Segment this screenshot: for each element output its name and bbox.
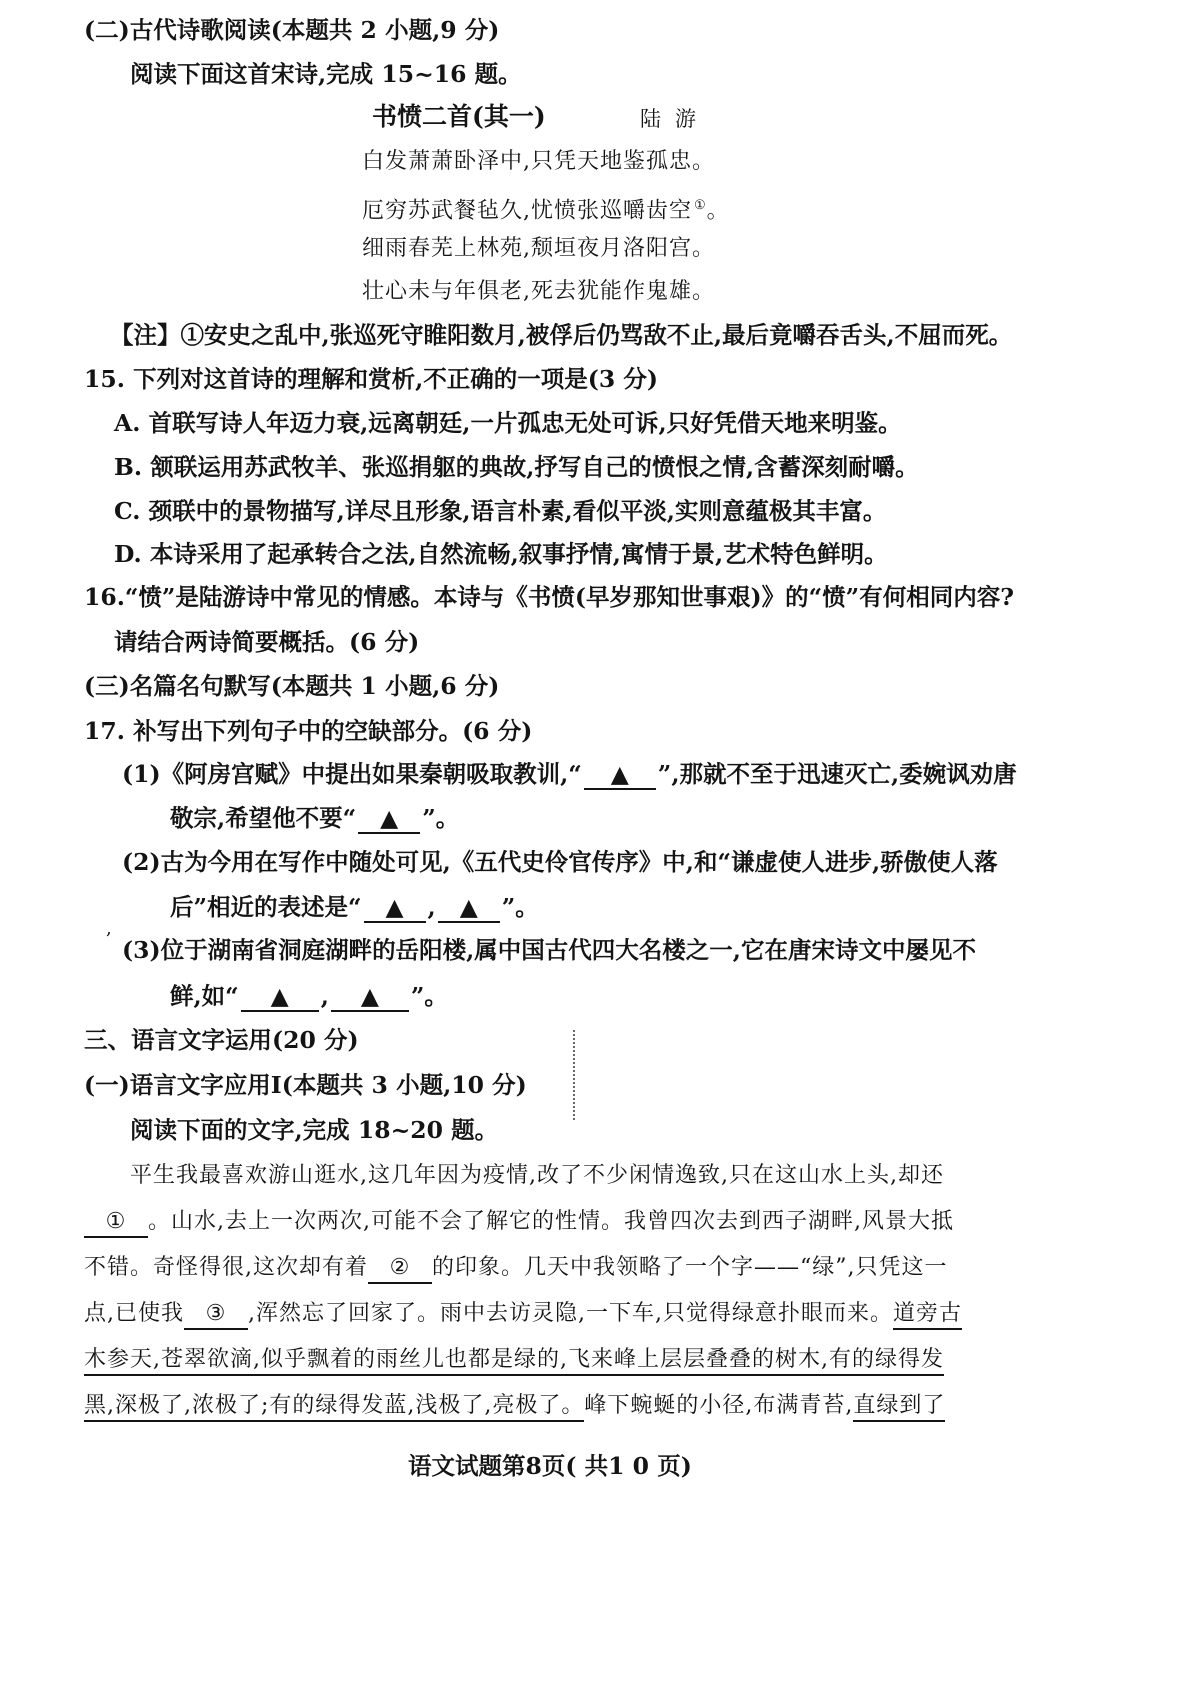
passage-line-3-text-a: 不错。奇怪得很,这次却有着 [84, 1255, 368, 1280]
q17-2-sep: , [427, 893, 436, 921]
q17-item-3-cont [170, 980, 448, 1012]
poem-note: 【注】①安史之乱中,张巡死守睢阳数月,被俘后仍骂敌不止,最后竟嚼吞舌头,不屈而死。 [110, 321, 1013, 349]
passage-line-3 [84, 1252, 948, 1284]
passage-line-4-text-b: ,浑然忘了回家了。雨中去访灵隐,一下车,只觉得绿意扑眼而来。 [248, 1301, 893, 1326]
passage-blank-2[interactable]: ② [368, 1254, 432, 1284]
q17-1-text-b: ”,那就不至于迅速灭亡,委婉讽劝唐 [657, 760, 1017, 788]
q17-2-text-b: 后”相近的表述是“ [170, 893, 362, 921]
part-3-instruction: 阅读下面的文字,完成 18~20 题。 [130, 1116, 499, 1144]
poem-line-3: 细雨春芜上林苑,颓垣夜月洛阳宫。 [362, 236, 715, 261]
answer-blank[interactable]: ▲ [584, 760, 656, 790]
poem-line-1: 白发萧萧卧泽中,只凭天地鉴孤忠。 [362, 149, 715, 174]
q17-item-1-cont [170, 802, 459, 834]
q17-3-text-b: 鲜,如“ [170, 982, 239, 1010]
answer-blank[interactable]: ▲ [331, 982, 409, 1012]
passage-blank-1[interactable]: ① [84, 1208, 148, 1238]
answer-blank[interactable]: ▲ [364, 893, 426, 923]
answer-blank[interactable]: ▲ [241, 982, 319, 1012]
poem-title: 书愤二首(其一) [372, 102, 546, 131]
q15-option-a: A. 首联写诗人年迈力衰,远离朝廷,一片孤忠无处可诉,只好凭借天地来明鉴。 [114, 409, 902, 437]
answer-blank[interactable]: ▲ [438, 893, 500, 923]
q15-option-d: D. 本诗采用了起承转合之法,自然流畅,叙事抒情,寓情于景,艺术特色鲜明。 [114, 540, 888, 568]
q15-option-b: B. 颔联运用苏武牧羊、张巡捐躯的典故,抒写自己的愤恨之情,含蓄深刻耐嚼。 [114, 453, 919, 481]
q17-item-3: (3)位于湖南省洞庭湖畔的岳阳楼,属中国古代四大名楼之一,它在唐宋诗文中屡见不 [122, 936, 976, 964]
passage-line-2 [84, 1206, 954, 1238]
answer-blank[interactable]: ▲ [358, 804, 420, 834]
underlined-text: 木参天,苍翠欲滴,似乎飘着的雨丝儿也都是绿的,飞来峰上层层叠叠的树木,有的绿得发 [84, 1347, 944, 1376]
q15-option-c: C. 颈联中的景物描写,详尽且形象,语言朴素,看似平淡,实则意蕴极其丰富。 [114, 497, 887, 525]
footnote-marker: ① [694, 198, 707, 213]
passage-line-2-text: 。山水,去上一次两次,可能不会了解它的性情。我曾四次去到西子湖畔,风景大抵 [148, 1209, 954, 1234]
q15-stem: 15. 下列对这首诗的理解和赏析,不正确的一项是(3 分) [84, 365, 659, 393]
q17-1-text-c: 敬宗,希望他不要“ [170, 804, 357, 832]
poem-line-2: 厄穷苏武餐毡久,忧愤张巡嚼齿空 ①。 [362, 198, 730, 224]
section-2-heading: (二)古代诗歌阅读(本题共 2 小题,9 分) [84, 16, 500, 44]
q17-1-text-d: ”。 [422, 804, 460, 832]
q17-item-2-cont [170, 891, 539, 923]
q17-2-text-c: ”。 [501, 893, 539, 921]
poem-line-4: 壮心未与年俱老,死去犹能作鬼雄。 [362, 279, 715, 304]
q17-stem: 17. 补写出下列句子中的空缺部分。(6 分) [84, 717, 533, 745]
passage-line-6 [84, 1390, 945, 1422]
q16-line-2: 请结合两诗简要概括。(6 分) [114, 628, 420, 656]
q16-line-1: 16.“愤”是陆游诗中常见的情感。本诗与《书愤(早岁那知世事艰)》的“愤”有何相同内容? [84, 583, 1014, 611]
q17-3-text-c: ”。 [410, 982, 448, 1010]
part-3-subheading: (一)语言文字应用Ⅰ(本题共 3 小题,10 分) [84, 1071, 527, 1099]
scan-mark: , [106, 918, 112, 939]
underlined-text: 道旁古 [893, 1301, 962, 1330]
passage-blank-3[interactable]: ③ [184, 1300, 248, 1330]
q17-3-sep: , [320, 982, 329, 1010]
part-3-heading: 三、语言文字运用(20 分) [84, 1026, 359, 1054]
passage-line-1: 平生我最喜欢游山逛水,这几年因为疫情,改了不少闲情逸致,只在这山水上头,却还 [130, 1163, 944, 1188]
page-footer: 语文试题第8页( 共1 0 页) [408, 1452, 692, 1480]
underlined-text: 直绿到了 [853, 1393, 945, 1422]
section-3-heading: (三)名篇名句默写(本题共 1 小题,6 分) [84, 672, 500, 700]
passage-line-3-text-b: 的印象。几天中我领略了一个字——“绿”,只凭这一 [432, 1255, 948, 1280]
passage-line-6-text: 峰下蜿蜒的小径,布满青苔, [584, 1393, 854, 1418]
q17-item-1 [122, 758, 1017, 790]
poem-line-2-text: 厄穷苏武餐毡久,忧愤张巡嚼齿空 [362, 198, 692, 224]
passage-line-4 [84, 1298, 962, 1330]
passage-line-5 [84, 1344, 944, 1376]
passage-line-4-text-a: 点,已使我 [84, 1301, 184, 1326]
underlined-text: 黑,深极了,浓极了;有的绿得发蓝,浅极了,亮极了。 [84, 1393, 584, 1422]
q17-item-2: (2)古为今用在写作中随处可见,《五代史伶官传序》中,和“谦虚使人进步,骄傲使人落 [122, 848, 998, 876]
q17-1-text-a: (1)《阿房宫赋》中提出如果秦朝吸取教训,“ [122, 760, 582, 788]
section-2-instruction: 阅读下面这首宋诗,完成 15~16 题。 [130, 60, 522, 88]
scan-dotted-line [573, 1030, 575, 1120]
poem-author: 陆游 [640, 107, 710, 131]
